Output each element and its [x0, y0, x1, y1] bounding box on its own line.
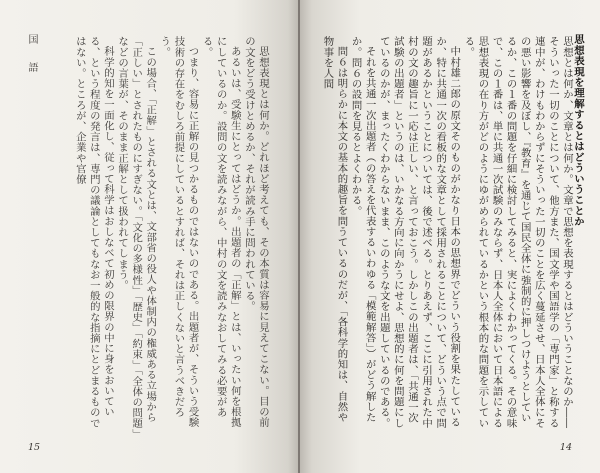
right-body-text — [304, 36, 574, 432]
paragraph: 思想表現とは何か。どれほど考えても、その本質は容易に見えてこない。目の前の文をどう受けとめるか、それが読み手に問われている。 — [242, 36, 269, 428]
paragraph: 科学的知を一面化し、従って科学はおしなべて初めの限界の中に身をおいている、という程度の発言は、専門の議論としてもなお一般的な指摘にとどまるものではない。ところが、企業や官僚 — [73, 36, 114, 429]
paragraph: 中村雄二郎の原文そのものがかなり日本の思想界でどういう役割を果たしているか、特に共通一次の看板的な文章として採用されることについて、どういう点で問題があるかということについては、後で述べる。とりあえず、ここに引用された中村の文の趣旨に一応は正しい、と言っておこう。しかしこの出題者は、「共通一次試験の出題者」というのは、いかなる方向に向かうにせよ、思想的に何を問題にしているのかが、まったくわからないまま、このような文を出題しているのである。 — [377, 36, 461, 429]
paragraph: あるいは、受験生にとってはどうか。出題者の「正解」とは、いったい何を根拠にしているのか。設問の文を読みながら、中村の文を読みなおしてみる必要がある。 — [200, 36, 241, 428]
paragraph: 思想とは何か、文章とは何か。文章で思想を表現するとはどういうことなのか――そういった一切のことについて、他方また、国文学や国語学の「専門家」と称する連中が、わけもわからずにそういった一切のことを広く蔓延させ、日本人全体にその悪い影響を及ぼし、『教育』を通じて国民全体に強制的に押しつけようとしているか、この１番の問題を仔細に検討してみると、実によくわかってくる。その意味で、この１番は、単に共通一次試験のみならず、日本人全体において日本語による思想表現の在り方がどのようにゆがめられているかという根本的な問題を示している。 — [462, 36, 573, 429]
page-number-right: 14 — [559, 442, 572, 453]
page-number-left: 15 — [28, 442, 41, 453]
section-title: 思想表現を理解するとはどういうことか — [572, 34, 584, 227]
paragraph: つまり、容易に正解の見つかるものではないのである。出題者が、そういう受験技術の存在をむしろ前提にしているとすれば、それは正しくないと言うべきだろう。 — [158, 36, 199, 428]
right-page — [300, 0, 600, 473]
paragraph: 問６は明らかに本文の基本的趣旨を問うているのだが、「各科学的知は、自然や物事を人間 — [321, 36, 348, 423]
paragraph: この場合、「正解」とされる文とは、文部省の役人や体制内の権威ある立場から「正しい」とされたものにすぎない。「文化の多様性」「歴史」「約束」「全体の問題」などの言葉が、そのまま正解として扱われてしまう。 — [116, 36, 157, 434]
paragraph: それを共通一次出題者（の答えを代表するいわゆる「模範解答」）がどう解したか。問６の設問を見るとよくわかる。 — [349, 36, 376, 423]
left-body-text — [18, 36, 270, 434]
running-head: 国 語 — [26, 34, 37, 76]
